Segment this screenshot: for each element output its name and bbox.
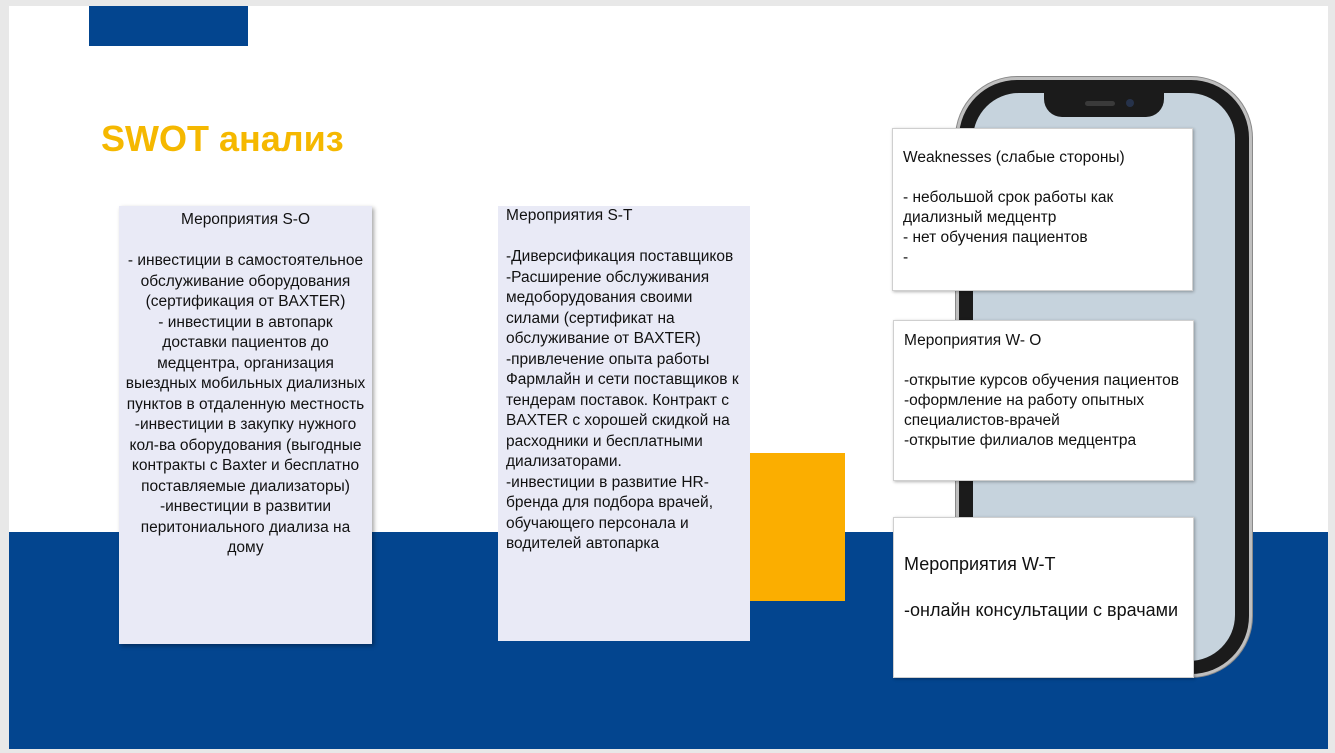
slide-title[interactable]: SWOT анализ: [101, 118, 344, 159]
weaknesses-card[interactable]: Weaknesses (слабые стороны) - небольшой срок работы как диализный медцентр - нет обучения пациентов -: [892, 128, 1193, 291]
phone-side-button: [1249, 188, 1253, 234]
phone-side-button: [1249, 246, 1253, 308]
decorative-orange-rectangle: [747, 453, 845, 601]
camera-icon: [1126, 99, 1134, 107]
wt-measures-card[interactable]: Мероприятия W-T -онлайн консультации с врачами: [893, 517, 1194, 678]
decorative-blue-rectangle: [89, 6, 248, 46]
st-measures-textbox[interactable]: Мероприятия S-T -Диверсификация поставщиков -Расширение обслуживания медоборудования своими силами (сертификат на обслуживание от BAXTER) -привлечение опыта работы Фармлайн и сети поставщиков к тендерам поставок. Контракт с BAXTER с хорошей скидкой на расходники и бесплатными диализаторами. -инвестиции в развитие HR-бренда для подбора врачей, обучающего персонала и водителей автопарка: [498, 206, 750, 641]
slide: [9, 6, 1328, 749]
so-measures-textbox[interactable]: Мероприятия S-O - инвестиции в самостоятельное обслуживание оборудования (сертификация от BAXTER) - инвестиции в автопарк доставки пациентов до медцентра, организация выездных мобильных диализных пунктов в отдаленную местность -инвестиции в закупку нужного кол-ва оборудования (выгодные контракты с Baxter и бесплатно поставляемые диализаторы) -инвестиции в развитии перитониального диализа на дому: [119, 206, 372, 644]
phone-notch: [1044, 93, 1164, 117]
speaker-icon: [1085, 101, 1115, 106]
wo-measures-card[interactable]: Мероприятия W- O -открытие курсов обучения пациентов -оформление на работу опытных специалистов-врачей -открытие филиалов медцентра: [893, 320, 1194, 481]
